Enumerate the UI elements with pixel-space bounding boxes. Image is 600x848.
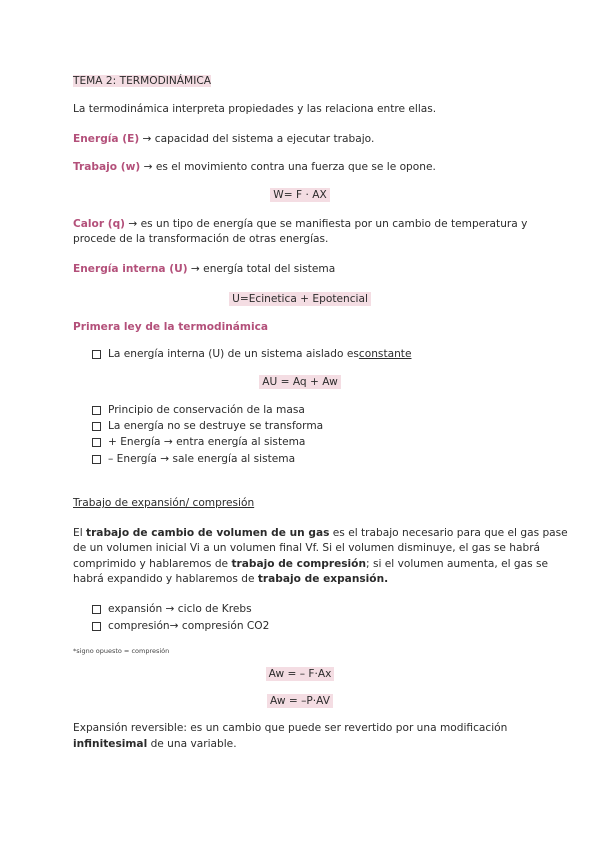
checkbox-icon[interactable] xyxy=(92,406,101,415)
calor-definition: Calor (q) → es un tipo de energía que se manifiesta por un cambio de temperatura y xyxy=(73,218,528,230)
energia-term: Energía (E) xyxy=(73,133,140,145)
subtitle-expansion: Trabajo de expansión/ compresión xyxy=(73,497,255,509)
checklist-item: La energía interna (U) de un sistema aislado es constante xyxy=(92,346,411,362)
energia-interna-definition: Energía interna (U) → energía total del sistema xyxy=(73,263,336,275)
paragraph-line: de un volumen inicial Vi a un volumen final Vf. Si el volumen disminuye, el gas se habrá xyxy=(73,542,541,554)
page-title: TEMA 2: TERMODINÁMICA xyxy=(73,75,211,87)
checklist-item: – Energía → sale energía al sistema xyxy=(92,451,295,467)
checkbox-icon[interactable] xyxy=(92,422,101,431)
paragraph-line: comprimido y hablaremos de trabajo de compresión; si el volumen aumenta, el gas se xyxy=(73,558,549,570)
checkbox-icon[interactable] xyxy=(92,350,101,359)
checkbox-icon[interactable] xyxy=(92,455,101,464)
formula-delta-u: AU = Aq + Aw xyxy=(0,374,600,390)
paragraph-line: habrá expandido y hablaremos de trabajo de expansión. xyxy=(73,573,389,585)
footnote: *signo opuesto = compresión xyxy=(73,647,170,655)
intro-text: La termodinámica interpreta propiedades y las relaciona entre ellas. xyxy=(73,103,437,115)
checklist-item: Principio de conservación de la masa xyxy=(92,402,305,418)
checklist-item: expansión → ciclo de Krebs xyxy=(92,601,252,617)
trabajo-definition: Trabajo (w) → es el movimiento contra una fuerza que se le opone. xyxy=(73,161,436,173)
paragraph-line: El trabajo de cambio de volumen de un gas es el trabajo necesario para que el gas pase xyxy=(73,527,568,539)
calor-term: Calor (q) xyxy=(73,218,126,230)
checkbox-icon[interactable] xyxy=(92,438,101,447)
section-heading-primera-ley: Primera ley de la termodinámica xyxy=(73,321,269,333)
energia-definition: Energía (E) → capacidad del sistema a ejecutar trabajo. xyxy=(73,133,375,145)
checkbox-icon[interactable] xyxy=(92,605,101,614)
formula-aw-2: Aw = –P·AV xyxy=(0,693,600,709)
formula-internal-energy: U=Ecinetica + Epotencial xyxy=(0,291,600,307)
reversible-text: Expansión reversible: es un cambio que puede ser revertido por una modificación xyxy=(73,722,508,734)
energia-interna-term: Energía interna (U) xyxy=(73,263,188,275)
checkbox-icon[interactable] xyxy=(92,622,101,631)
checklist-item: La energía no se destruye se transforma xyxy=(92,418,323,434)
checklist-item: + Energía → entra energía al sistema xyxy=(92,434,305,450)
calor-definition-cont: procede de la transformación de otras energías. xyxy=(73,233,329,245)
formula-work: W= F · AX xyxy=(0,187,600,203)
checklist-item: compresión→ compresión CO2 xyxy=(92,618,269,634)
formula-aw-1: Aw = – F·Ax xyxy=(0,666,600,682)
reversible-text-cont: infinitesimal de una variable. xyxy=(73,738,237,750)
trabajo-term: Trabajo (w) xyxy=(73,161,141,173)
